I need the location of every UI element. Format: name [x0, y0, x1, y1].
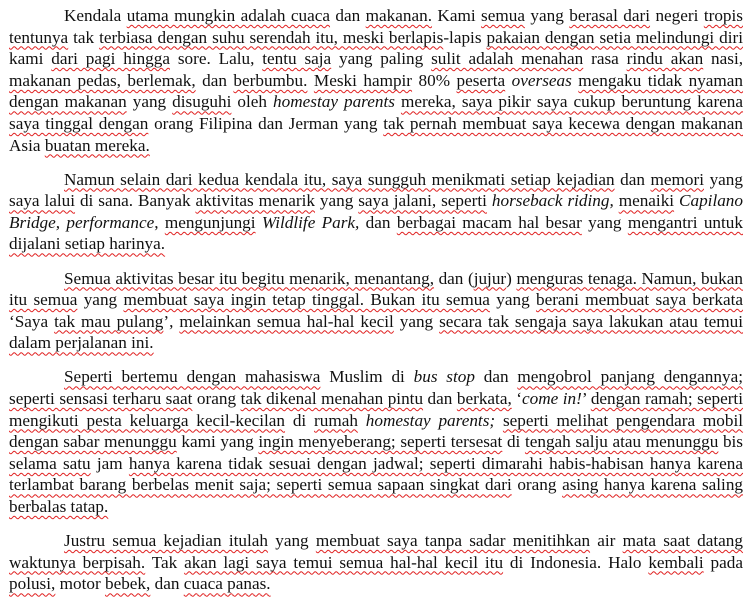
misspelled-text: memori — [650, 169, 704, 189]
misspelled-text: dengan ramah; seperti mengikuti pesta keluarga kecil-kecilan — [9, 389, 743, 430]
text-run: Kami — [432, 6, 482, 25]
text-run — [495, 411, 503, 430]
italic-text: bus stop — [413, 367, 475, 387]
text-run: dan — [150, 574, 184, 594]
misspelled-text: seperti melihat pengendara mobil dengan sabar menunggu — [9, 410, 744, 452]
misspelled-text: mereka, saya pikir saya cukup beruntung karena saya tinggal dengan — [9, 92, 744, 133]
text-run: -lapis — [443, 27, 487, 47]
misspelled-text: Semua aktivitas besar itu begitu menarik, menantang, — [64, 268, 435, 288]
text-run: ) — [506, 268, 517, 288]
text-run: orang Filipina dan Jerman yang — [148, 113, 384, 133]
misspelled-text: dari pagi hingga — [51, 49, 170, 69]
text-run: negeri — [650, 6, 704, 25]
text-run: rasa — [583, 49, 627, 69]
text-run: Kendala — [64, 6, 127, 25]
italic-text: homestay parents — [273, 92, 395, 112]
misspelled-text: jujur — [473, 268, 507, 288]
misspelled-text: asing hanya karena saling berbalas tatap. — [9, 475, 744, 516]
misspelled-text: pakaian dengan setia melindungi diri — [486, 27, 744, 47]
misspelled-text: berkata, — [456, 389, 512, 408]
text-run: yang — [524, 6, 570, 25]
misspelled-text: bebek, — [104, 574, 151, 594]
text-run: ‘Saya — [9, 311, 55, 331]
text-run: ’, — [163, 311, 180, 331]
misspelled-text: makanan pedas, berlemak, — [9, 70, 196, 90]
misspelled-text: saya lalui — [9, 191, 76, 211]
misspelled-text: semua — [481, 6, 525, 25]
misspelled-text: rumah — [314, 410, 358, 430]
text-run: Asia — [9, 135, 45, 155]
italic-text: homestay parents; — [365, 410, 496, 430]
text-run: yang — [126, 92, 173, 112]
misspelled-text: saya jalani, seperti — [358, 191, 487, 211]
misspelled-text: berbumbu. — [233, 70, 308, 90]
text-run: pada — [703, 552, 743, 572]
text-run: dan — [330, 6, 366, 25]
text-run: jam — [90, 453, 129, 473]
text-run: kami — [9, 49, 52, 69]
misspelled-text: Meski hampir — [313, 70, 413, 90]
text-run: di — [285, 410, 315, 430]
misspelled-text: kembali — [648, 552, 704, 572]
misspelled-text: Seperti bertemu dengan mahasiswa — [64, 367, 321, 387]
misspelled-text: selama satu — [9, 453, 91, 473]
text-run: yang — [489, 290, 536, 310]
misspelled-text: tak pernah membuat saya kecewa dengan makanan — [383, 113, 743, 133]
text-run: kami yang — [176, 432, 259, 452]
text-run: air — [590, 531, 623, 551]
text-run: di Indonesia. Halo — [503, 552, 649, 572]
text-run: sore. Lalu, — [170, 49, 263, 69]
text-run: di — [502, 432, 525, 452]
text-run: dan — [423, 389, 457, 408]
text-run: Tak — [145, 552, 185, 572]
text-run: dan — [195, 70, 234, 90]
text-run: dan — [359, 212, 397, 232]
misspelled-text: aktivitas menarik — [195, 191, 315, 211]
misspelled-text: rindu akan — [626, 49, 704, 69]
text-run: dan ( — [434, 268, 474, 288]
text-run: Muslim di — [320, 367, 414, 387]
text-run: yang — [268, 531, 316, 551]
italic-text: come in! — [521, 389, 582, 408]
misspelled-text: peserta — [456, 70, 506, 90]
paragraph-3 — [9, 268, 743, 354]
text-run: , — [154, 212, 165, 232]
italic-text: overseas — [511, 70, 572, 90]
misspelled-text: berani membuat saya berkata — [535, 290, 743, 310]
italic-text: Wildlife Park, — [261, 212, 360, 232]
text-run: ‘ — [511, 389, 522, 408]
misspelled-text: berasal dari — [569, 6, 651, 25]
paragraph-2 — [9, 169, 743, 255]
text-run: yang — [314, 191, 359, 211]
misspelled-text: tentu saja — [262, 49, 332, 69]
misspelled-text: akan lagi saya temui semua hal-hal kecil itu — [184, 552, 504, 572]
text-run: yang paling — [331, 49, 432, 69]
text-run: yang — [704, 169, 743, 189]
text-run: orang — [192, 389, 241, 408]
misspelled-text: berbagai macam hal besar — [396, 212, 582, 232]
text-run: di sana. Banyak — [75, 191, 196, 211]
misspelled-text: sulit adalah menahan — [431, 49, 584, 69]
misspelled-text: cuaca panas. — [183, 574, 271, 594]
misspelled-text: secara tak sengaja saya lakukan atau temui dalam perjalanan ini. — [9, 311, 743, 353]
text-run: dan — [474, 367, 518, 387]
misspelled-text: mengaku tidak nyaman dengan makanan — [9, 70, 744, 112]
text-run: yang — [581, 212, 628, 232]
misspelled-text: Namun selain dari kedua kendala itu, saya sungguh menikmati setiap kejadian — [64, 169, 615, 189]
misspelled-text: ingin menyeberang; seperti tersesat — [258, 432, 503, 452]
misspelled-text: hanya karena tidak sesuai dengan jadwal; seperti dimarahi habis-habisan hanya karena terlambat barang berbelas menit saja; seperti semua sapaan singkat dari — [9, 453, 744, 495]
text-run: dan — [614, 169, 651, 189]
text-run — [358, 411, 366, 430]
text-run: tak — [68, 27, 100, 47]
misspelled-text: menaiki — [618, 191, 675, 211]
misspelled-text: tengah salju atau menunggu — [524, 432, 719, 452]
text-run: yang — [393, 311, 440, 331]
misspelled-text: menguras tenaga. Namun, bukan itu semua — [9, 268, 743, 310]
misspelled-text: mengobrol panjang dengannya; seperti sensasi terharu saat — [9, 367, 743, 408]
misspelled-text: tak mau pulang — [54, 311, 164, 331]
paragraph-1 — [9, 5, 743, 156]
misspelled-text: Justru semua kejadian itulah — [64, 531, 268, 551]
misspelled-text: buatan mereka. — [44, 135, 150, 155]
misspelled-text: tak dikenal menahan pintu — [240, 389, 424, 408]
text-run: ’ — [581, 389, 591, 408]
misspelled-text: mata saat datang waktunya berpisah. — [9, 531, 743, 572]
misspelled-text: polusi, — [9, 574, 56, 594]
text-run: nasi, — [703, 49, 744, 69]
paragraph-5 — [9, 530, 743, 595]
misspelled-text: makanan. — [365, 6, 433, 25]
paragraph-4 — [9, 366, 743, 517]
italic-text: Capilano Bridge, performance — [9, 191, 743, 232]
italic-text: horseback riding, — [491, 191, 614, 211]
text-run: oleh — [231, 92, 274, 112]
text-run: bis — [718, 432, 743, 452]
misspelled-text: mengunjungi — [164, 212, 256, 232]
text-run: yang — [77, 290, 124, 310]
misspelled-text: melainkan semua hal-hal kecil — [179, 311, 394, 331]
misspelled-text: tropis tentunya — [9, 6, 743, 47]
misspelled-text: terbiasa dengan suhu serendah itu, meski berlapis — [99, 27, 444, 47]
text-run: motor — [55, 574, 105, 594]
misspelled-text: mengantri untuk dijalani setiap harinya. — [9, 212, 743, 254]
misspelled-text: utama mungkin adalah cuaca — [126, 6, 331, 25]
text-run: orang — [511, 475, 563, 495]
misspelled-text: membuat saya ingin tetap tinggal. Bukan itu semua — [123, 290, 490, 310]
misspelled-text: membuat saya tanpa sadar menitihkan — [315, 531, 591, 551]
text-run: 80% — [412, 70, 457, 90]
misspelled-text: disuguhi — [172, 92, 232, 112]
